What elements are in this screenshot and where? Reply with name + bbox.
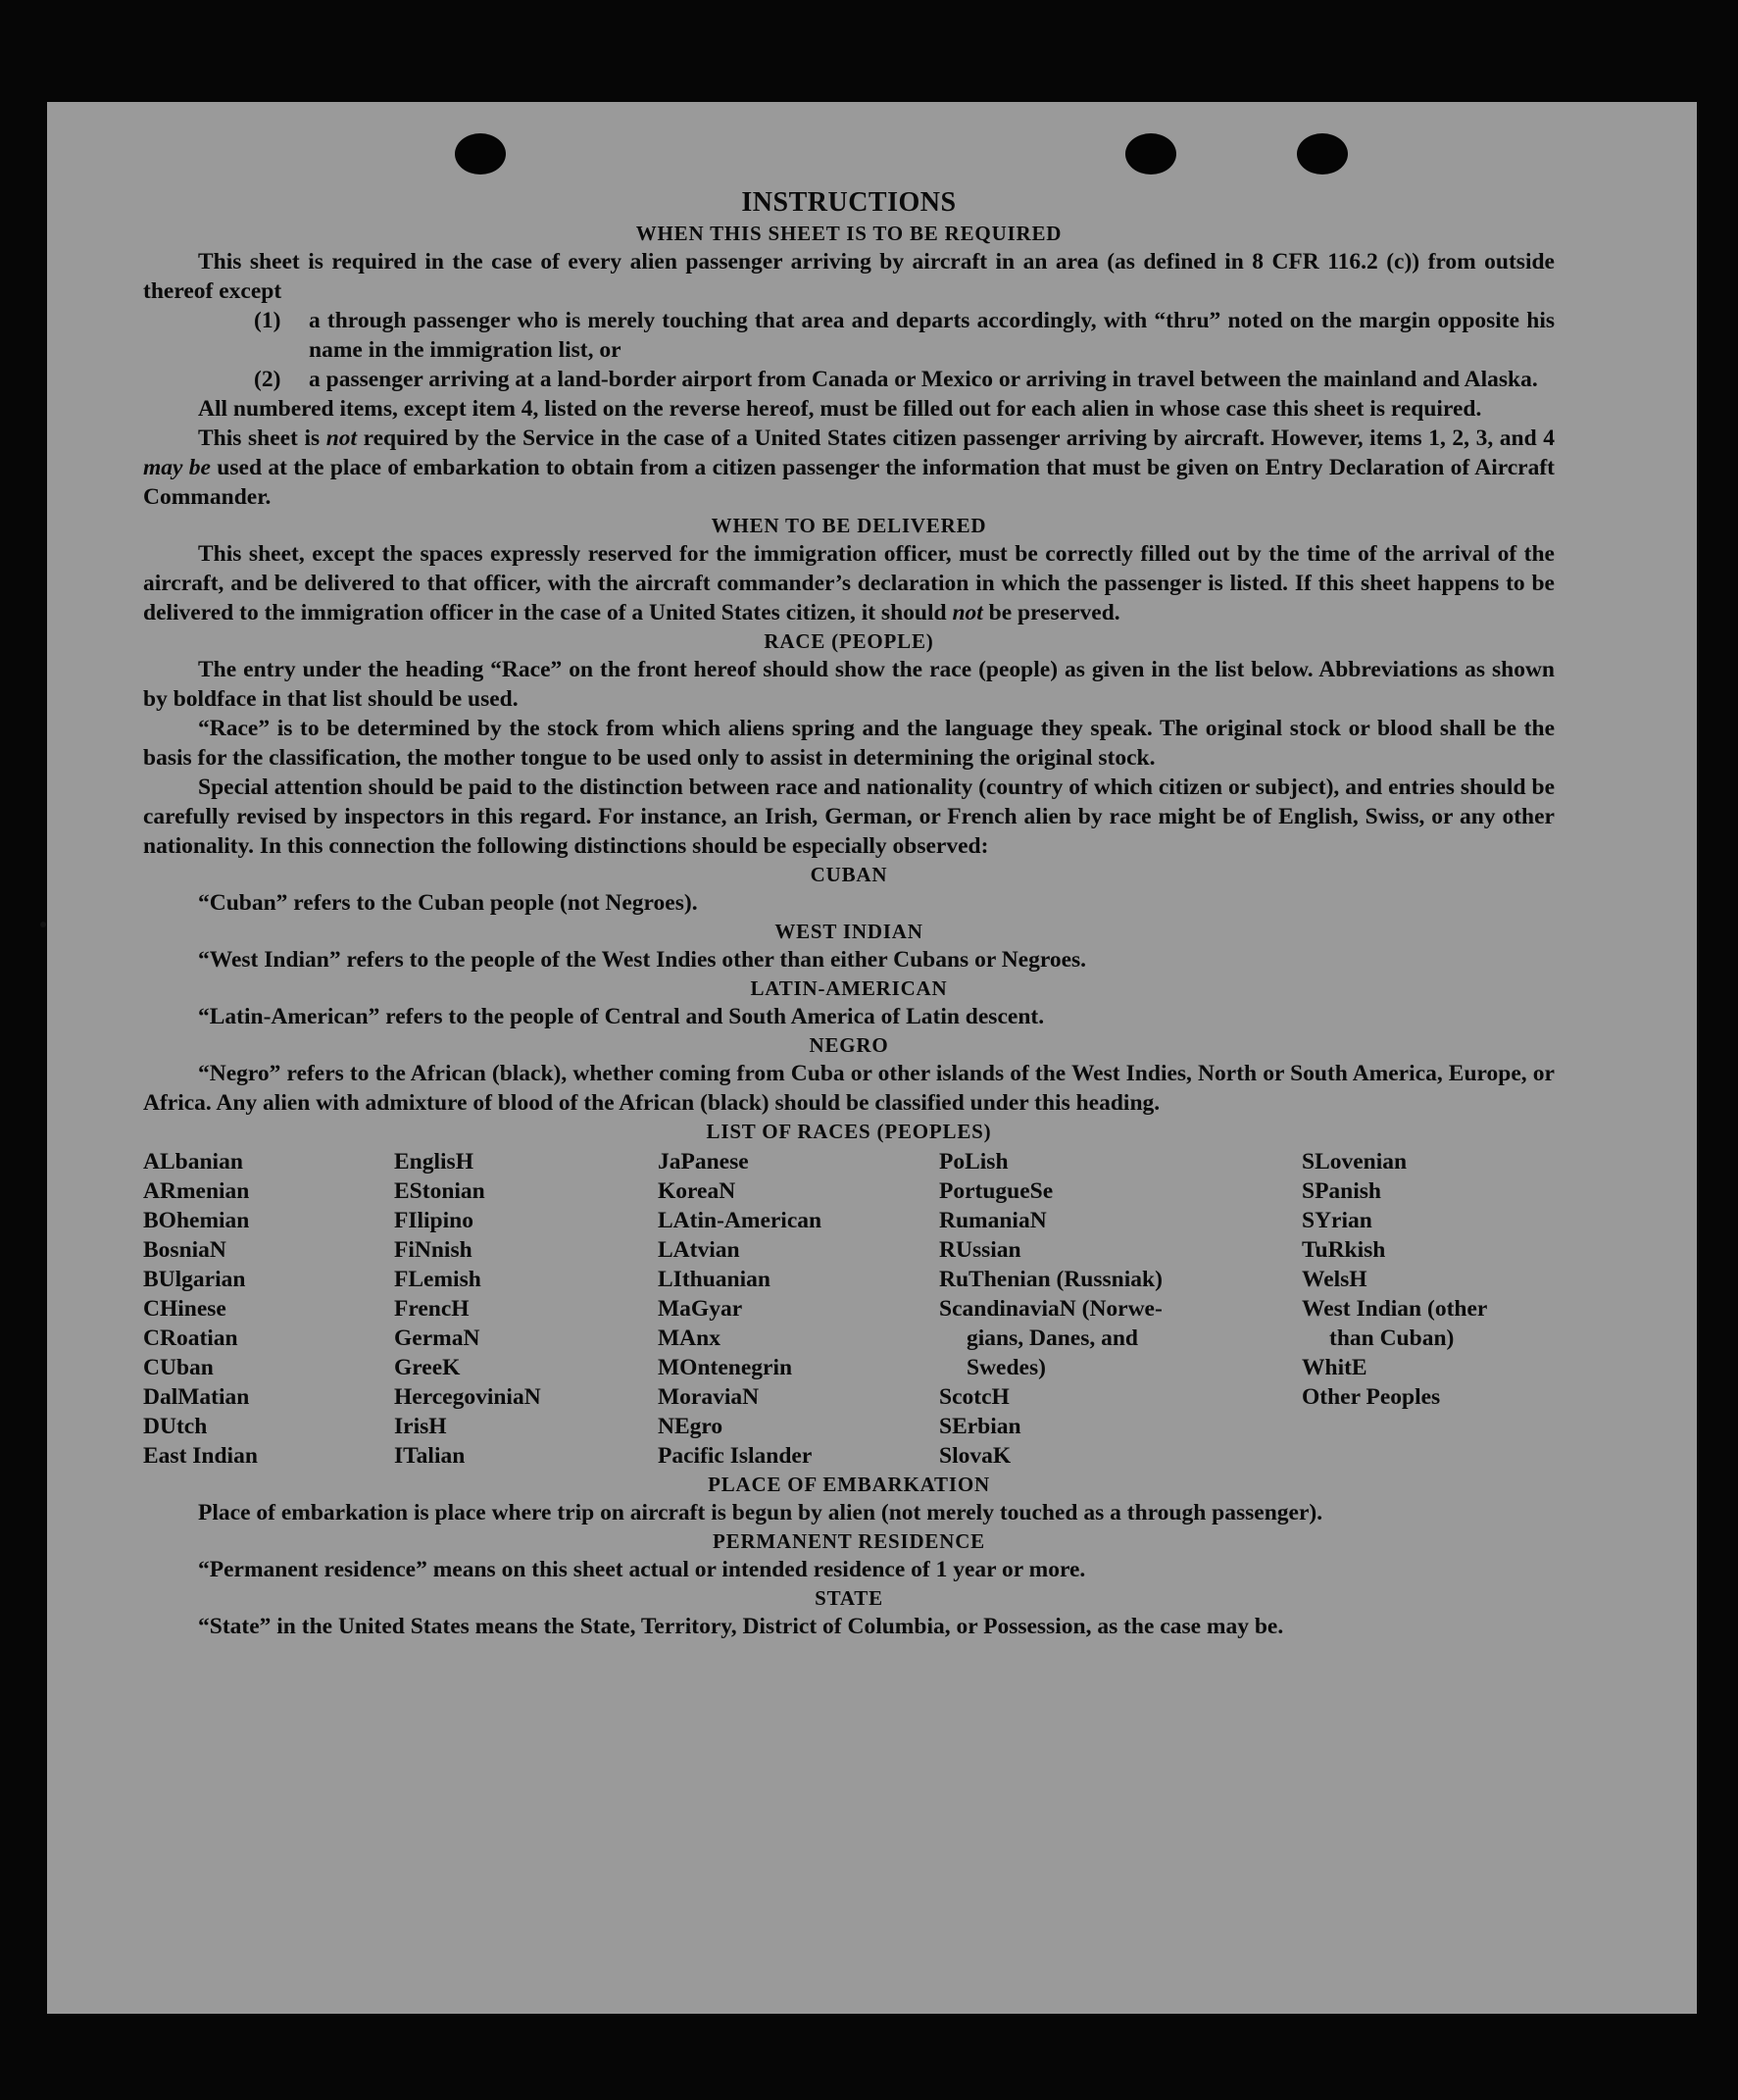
race-entry-continued: gians, Danes, and (967, 1325, 1138, 1351)
race-entry: ITalian (394, 1443, 466, 1469)
race-entry: MAnx (658, 1325, 720, 1351)
race-entry: FLemish (394, 1267, 481, 1292)
race-entry: TuRkish (1302, 1237, 1386, 1263)
race-entry: ALbanian (143, 1149, 243, 1175)
race-entry: BOhemian (143, 1208, 250, 1233)
race-entry: FIlipino (394, 1208, 473, 1233)
race-entry: RUssian (939, 1237, 1021, 1263)
race-entry: FiNnish (394, 1237, 472, 1263)
race-entry: MaGyar (658, 1296, 743, 1322)
residence-definition: “Permanent residence” means on this sheet actual or intended residence of 1 year or more. (198, 1557, 1086, 1582)
section-heading-west-indian: WEST INDIAN (774, 920, 923, 943)
item-number: (1) (254, 308, 281, 333)
race-entry: LAtin-American (658, 1208, 822, 1233)
cuban-definition: “Cuban” refers to the Cuban people (not Negroes). (198, 890, 698, 916)
races-column-4 (939, 1147, 1302, 1471)
negro-definition: “Negro” refers to the African (black), whether coming from Cuba or other islands of the West Indies, North or South America, Europe, or Africa. Any alien with admixture of blood of the African (black) should be classified under this heading. (143, 1061, 1555, 1116)
race-entry: IrisH (394, 1414, 447, 1439)
delivered-paragraph: This sheet, except the spaces expressly reserved for the immigration officer, must be correctly filled out by the time of the arrival of the aircraft, and be delivered to that officer, with the aircraft commander’s declaration in which the passenger is listed. If this sheet happens to be delivered to the immigration officer in the case of a United States citizen, it should not be preserved. (143, 541, 1555, 625)
race-entry: DalMatian (143, 1384, 250, 1410)
race-entry: West Indian (other (1302, 1296, 1488, 1322)
races-list (143, 1147, 1555, 1471)
race-entry: BosniaN (143, 1237, 226, 1263)
embarkation-definition: Place of embarkation is place where trip on aircraft is begun by alien (not merely touched as a through passenger). (198, 1500, 1323, 1525)
race-entry: EStonian (394, 1178, 485, 1204)
race-entry: ARmenian (143, 1178, 250, 1204)
race-entry: FrencH (394, 1296, 470, 1322)
race-entry: CRoatian (143, 1325, 238, 1351)
race-entry: East Indian (143, 1443, 258, 1469)
races-column-1 (143, 1147, 394, 1471)
ink-speck (40, 922, 46, 927)
required-intro: This sheet is required in the case of every alien passenger arriving by aircraft in an area (as defined in 8 CFR 116.2 (c)) from outside thereof except (143, 249, 1555, 304)
race-entry: PortugueSe (939, 1178, 1054, 1204)
race-entry: CUban (143, 1355, 214, 1380)
section-heading-race: RACE (PEOPLE) (764, 629, 934, 653)
race-entry: RumaniaN (939, 1208, 1047, 1233)
race-entry: SlovaK (939, 1443, 1012, 1469)
section-heading-embarkation: PLACE OF EMBARKATION (708, 1473, 990, 1496)
race-entry: HercegoviniaN (394, 1384, 541, 1410)
race-entry: DUtch (143, 1414, 208, 1439)
race-entry-continued: Swedes) (967, 1355, 1046, 1380)
numbered-items-paragraph: All numbered items, except item 4, listed on the reverse hereof, must be filled out for each alien in whose case this sheet is required. (198, 396, 1482, 422)
section-heading-negro: NEGRO (809, 1033, 889, 1057)
section-heading-residence: PERMANENT RESIDENCE (713, 1529, 985, 1553)
section-heading-latin-american: LATIN-AMERICAN (750, 976, 948, 1000)
page-title: INSTRUCTIONS (741, 187, 957, 218)
item-text: a through passenger who is merely touching that area and departs accordingly, with “thru” noted on the margin opposite his name in the immigration list, or (309, 308, 1555, 363)
item-number: (2) (254, 367, 281, 392)
races-column-3 (658, 1147, 939, 1471)
punch-hole-center (1125, 133, 1176, 175)
section-heading-delivered: WHEN TO BE DELIVERED (711, 514, 987, 537)
section-heading-required: WHEN THIS SHEET IS TO BE REQUIRED (635, 222, 1063, 245)
race-entry: ScandinaviaN (Norwe- (939, 1296, 1163, 1322)
race-entry: NEgro (658, 1414, 723, 1439)
race-entry: GermaN (394, 1325, 480, 1351)
race-entry: GreeK (394, 1355, 461, 1380)
race-paragraph-1: The entry under the heading “Race” on the front hereof should show the race (people) as given in the list below. Abbreviations as shown by boldface in that list should be used. (143, 657, 1555, 712)
item-text: a passenger arriving at a land-border airport from Canada or Mexico or arriving in travel between the mainland and Alaska. (309, 367, 1538, 392)
race-entry: JaPanese (658, 1149, 749, 1175)
race-entry: KoreaN (658, 1178, 736, 1204)
citizen-paragraph: This sheet is not required by the Service in the case of a United States citizen passenger arriving by aircraft. However, items 1, 2, 3, and 4 may be used at the place of embarkation to obtain from a citizen passenger the information that must be given on Entry Declaration of Aircraft Commander. (143, 425, 1556, 510)
west-indian-definition: “West Indian” refers to the people of the West Indies other than either Cubans or Negroes. (198, 947, 1087, 973)
races-column-5 (1302, 1147, 1555, 1471)
race-entry: SLovenian (1302, 1149, 1408, 1175)
race-entry: SYrian (1302, 1208, 1372, 1233)
race-paragraph-2: “Race” is to be determined by the stock from which aliens spring and the language they speak. The original stock or blood shall be the basis for the classification, the mother tongue to be used only to assist in determining the original stock. (143, 716, 1555, 771)
race-entry: Pacific Islander (658, 1443, 813, 1469)
race-entry: PoLish (939, 1149, 1009, 1175)
section-heading-list-of-races: LIST OF RACES (PEOPLES) (706, 1120, 992, 1143)
exception-item-2 (143, 365, 1555, 394)
exception-item-1 (143, 306, 1555, 365)
race-paragraph-3: Special attention should be paid to the distinction between race and nationality (country of which citizen or subject), and entries should be carefully revised by inspectors in this regard. For instance, an Irish, German, or French alien by race might be of English, Swiss, or any other nationality. In this connection the following distinctions should be especially observed: (143, 775, 1555, 859)
punch-hole-right (1297, 133, 1348, 175)
latin-american-definition: “Latin-American” refers to the people of Central and South America of Latin descent. (198, 1004, 1045, 1029)
form-sheet (47, 102, 1697, 2014)
race-entry: WelsH (1302, 1267, 1367, 1292)
race-entry: BUlgarian (143, 1267, 246, 1292)
race-entry: SErbian (939, 1414, 1021, 1439)
race-entry: CHinese (143, 1296, 226, 1322)
race-entry: LIthuanian (658, 1267, 770, 1292)
section-heading-cuban: CUBAN (810, 863, 888, 886)
race-entry: MOntenegrin (658, 1355, 793, 1380)
race-entry: RuThenian (Russniak) (939, 1267, 1163, 1292)
state-definition: “State” in the United States means the State, Territory, District of Columbia, or Possession, as the case may be. (198, 1614, 1284, 1639)
race-entry: LAtvian (658, 1237, 740, 1263)
race-entry: EnglisH (394, 1149, 473, 1175)
race-entry-continued: than Cuban) (1329, 1325, 1455, 1351)
race-entry: Other Peoples (1302, 1384, 1441, 1410)
race-entry: WhitE (1302, 1355, 1367, 1380)
punch-hole-left (455, 133, 506, 175)
races-column-2 (394, 1147, 658, 1471)
race-entry: SPanish (1302, 1178, 1381, 1204)
section-heading-state: STATE (815, 1586, 883, 1610)
race-entry: MoraviaN (658, 1384, 760, 1410)
race-entry: ScotcH (939, 1384, 1010, 1410)
instructions-content (143, 186, 1555, 1641)
